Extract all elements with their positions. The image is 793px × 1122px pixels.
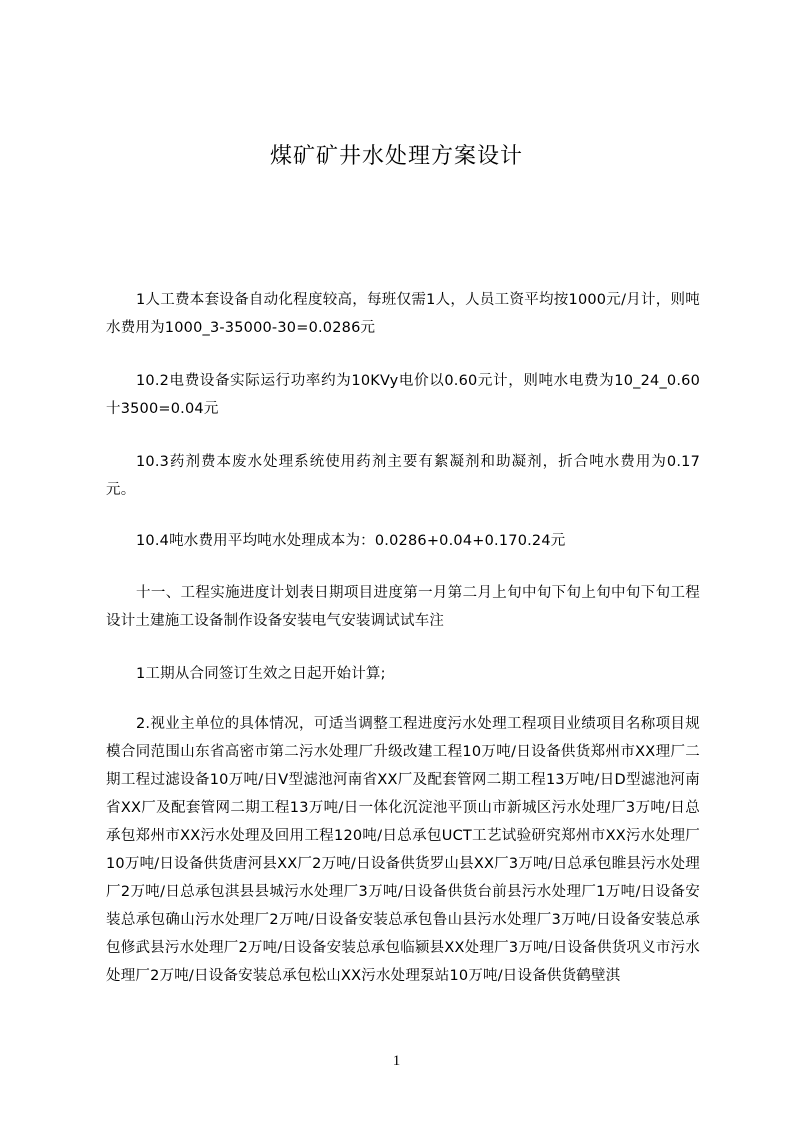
paragraph-chemical-cost: 10.3药剂费本废水处理系统使用药剂主要有絮凝剂和助凝剂，折合吨水费用为0.17元。 [106,454,700,498]
paragraph-average-cost: 10.4吨水费用平均吨水处理成本为：0.0286+0.04+0.170.24元 [136,533,566,549]
paragraph-note-1: 1工期从合同签订生效之日起开始计算; [136,666,386,682]
paragraph-note-2-projects: 2.视业主单位的具体情况，可适当调整工程进度污水处理工程项目业绩项目名称项目规模合同范围山东省高密市第二污水处理厂升级改建工程10万吨/日设备供货郑州市XX理厂二期工程过滤设备10万吨/日V型滤池河南省XX厂及配套管网二期工程13万吨/日D型滤池河南省XX厂及配套管网二期工程13万吨/日一体化沉淀池平顶山市新城区污水处理厂3万吨/日总承包郑州市XX污水处理及回用工程120吨/日总承包UCT工艺试验研究郑州市XX污水处理厂10万吨/日设备供货唐河县XX厂2万吨/日设备供货罗山县XX厂3万吨/日总承包睢县污水处理厂2万吨/日总承包淇县县城污水处理厂3万吨/日设备供货台前县污水处理厂1万吨/日设备安装总承包确山污水处理厂2万吨/日设备安装总承包鲁山县污水处理厂3万吨/日设备安装总承包修武县污水处理厂2万吨/日设备安装总承包临颍县XX处理厂3万吨/日设备供货巩义市污水处理厂2万吨/日设备安装总承包松山XX污水处理泵站10万吨/日设备供货鹤壁淇 [106,716,700,984]
paragraph-schedule: 十一、工程实施进度计划表日期项目进度第一月第二月上旬中旬下旬上旬中旬下旬工程设计土建施工设备制作设备安装电气安装调试试车注 [106,585,700,629]
paragraph-labor-cost: 1人工费本套设备自动化程度较高，每班仅需1人，人员工资平均按1000元/月计，则吨水费用为1000_3-35000-30=0.0286元 [106,292,700,336]
paragraph-electricity-cost: 10.2电费设备实际运行功率约为10KVy电价以0.60元计，则吨水电费为10_24_0.60十3500=0.04元 [106,373,700,417]
document-title: 煤矿矿井水处理方案设计 [269,144,523,169]
page-number: 1 [392,1053,401,1069]
